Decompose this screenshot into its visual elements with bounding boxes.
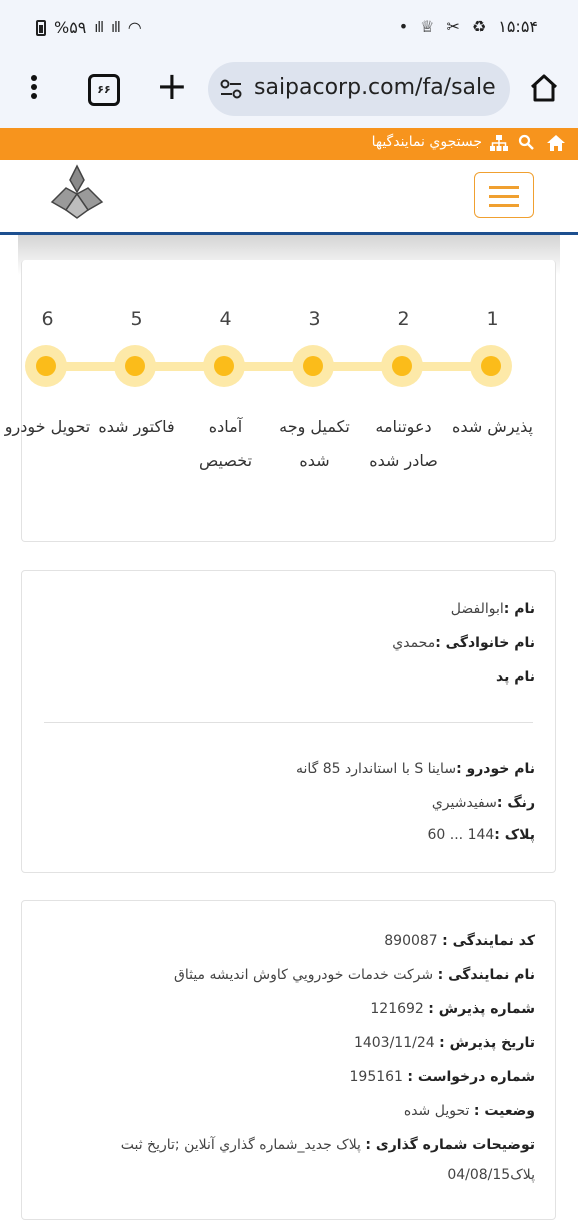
status-row <box>404 1103 535 1119</box>
field-label: تاریخ پذیرش : <box>439 1035 535 1051</box>
step-number: 6 <box>41 308 54 330</box>
divider <box>44 722 533 723</box>
field-label: رنگ : <box>496 795 535 811</box>
new-tab-icon[interactable]: + <box>156 64 188 108</box>
field-value: 195161 <box>349 1069 403 1085</box>
reception-no-row <box>370 1001 535 1017</box>
dealer-name-row <box>174 967 535 983</box>
dealer-info-card <box>21 900 556 1220</box>
site-top-bar <box>0 128 578 160</box>
signal-icon: ıll <box>94 19 104 36</box>
sitemap-icon[interactable] <box>490 135 508 151</box>
tab-switcher-button[interactable]: ۶۶ <box>88 74 120 106</box>
field-value: 890087 <box>384 933 438 949</box>
step-dot <box>292 345 334 387</box>
step-label: دعوتنامه صادر شده <box>369 417 438 470</box>
field-value: 121692 <box>370 1001 424 1017</box>
field-label: کد نمایندگی : <box>442 933 535 949</box>
battery-percent: %۵۹ <box>54 18 87 37</box>
first-name-row <box>451 601 535 617</box>
field-label: نام : <box>503 601 535 617</box>
field-label: نام پد <box>496 669 535 685</box>
field-label: شماره درخواست : <box>407 1069 535 1085</box>
field-value: شرکت خدمات خودرويي کاوش انديشه ميثاق <box>173 967 434 983</box>
step-label: آماده تخصیص <box>198 417 253 470</box>
dot-icon: • <box>398 17 409 36</box>
wifi-icon: ◠ <box>127 18 142 37</box>
field-value: محمدي <box>392 635 436 651</box>
dealer-code-row <box>384 933 535 949</box>
father-name-row <box>496 669 535 685</box>
plating-notes-row-2 <box>447 1167 535 1183</box>
signal-icon-2: ıll <box>111 19 120 36</box>
field-label: پلاک : <box>494 827 535 843</box>
field-value: پلاک04/08/15 <box>447 1167 535 1183</box>
customer-vehicle-card <box>21 570 556 873</box>
step-dot <box>114 345 156 387</box>
reception-date-row <box>354 1035 535 1051</box>
field-value: سفیدشيري <box>431 795 497 811</box>
sync-icon: ♻ <box>471 17 487 36</box>
site-navbar <box>0 160 578 235</box>
step-label: پذیرش شده <box>452 417 533 436</box>
step-dot <box>381 345 423 387</box>
site-home-icon[interactable] <box>546 134 566 152</box>
color-row <box>432 795 535 811</box>
field-value: ابوالفضل <box>450 601 504 617</box>
status-left <box>36 18 142 37</box>
field-value: تحویل شده <box>403 1103 470 1119</box>
step-number: 5 <box>130 308 143 330</box>
url-text[interactable]: saipacorp.com/fa/sale <box>254 75 496 100</box>
address-bar[interactable] <box>208 62 510 116</box>
step-number: 3 <box>308 308 321 330</box>
step-label: تکمیل وجه شده <box>279 417 350 470</box>
field-value: 144 ... 60 <box>427 827 495 843</box>
search-icon[interactable] <box>518 134 534 150</box>
field-label: نام خودرو : <box>456 761 535 777</box>
field-label: وضعیت : <box>473 1103 535 1119</box>
step-dot <box>203 345 245 387</box>
step-label: تحویل خودرو <box>4 417 91 436</box>
request-no-row <box>350 1069 536 1085</box>
browser-toolbar <box>0 58 578 128</box>
battery-icon <box>36 20 46 36</box>
step-label: فاکتور شده <box>98 417 175 436</box>
plating-notes-row <box>121 1137 535 1153</box>
step-number: 2 <box>397 308 410 330</box>
crown-icon: ♕ <box>420 17 435 36</box>
status-right <box>399 17 538 36</box>
step-number: 1 <box>486 308 499 330</box>
field-label: توضیحات شماره گذاری : <box>365 1137 535 1153</box>
step-dot <box>25 345 67 387</box>
car-name-row <box>296 761 535 777</box>
last-name-row <box>392 635 535 651</box>
site-settings-icon[interactable] <box>220 79 242 99</box>
clock-time: ۱۵:۵۴ <box>498 17 538 36</box>
saipa-logo[interactable] <box>44 162 110 222</box>
field-label: شماره پذیرش : <box>428 1001 535 1017</box>
field-label: نام خانوادگی : <box>435 635 535 651</box>
dealer-search-link[interactable]: جستجوي نمايندگيها <box>371 134 482 150</box>
field-value: پلاک جديد_شماره گذاري آنلاين ;تاريخ ثبت <box>120 1137 361 1153</box>
plate-row <box>427 827 535 843</box>
menu-toggle-button[interactable] <box>474 172 534 218</box>
more-menu-icon[interactable] <box>24 72 44 106</box>
step-dot <box>470 345 512 387</box>
order-progress-card <box>4 260 556 542</box>
field-label: نام نمایندگی : <box>437 967 535 983</box>
home-icon[interactable] <box>528 72 560 104</box>
field-value: ساینا S با استاندارد 85 گانه <box>295 761 457 777</box>
scissors-icon: ✂ <box>446 17 460 36</box>
field-value: 1403/11/24 <box>353 1035 435 1051</box>
status-bar <box>0 0 578 58</box>
step-number: 4 <box>219 308 232 330</box>
